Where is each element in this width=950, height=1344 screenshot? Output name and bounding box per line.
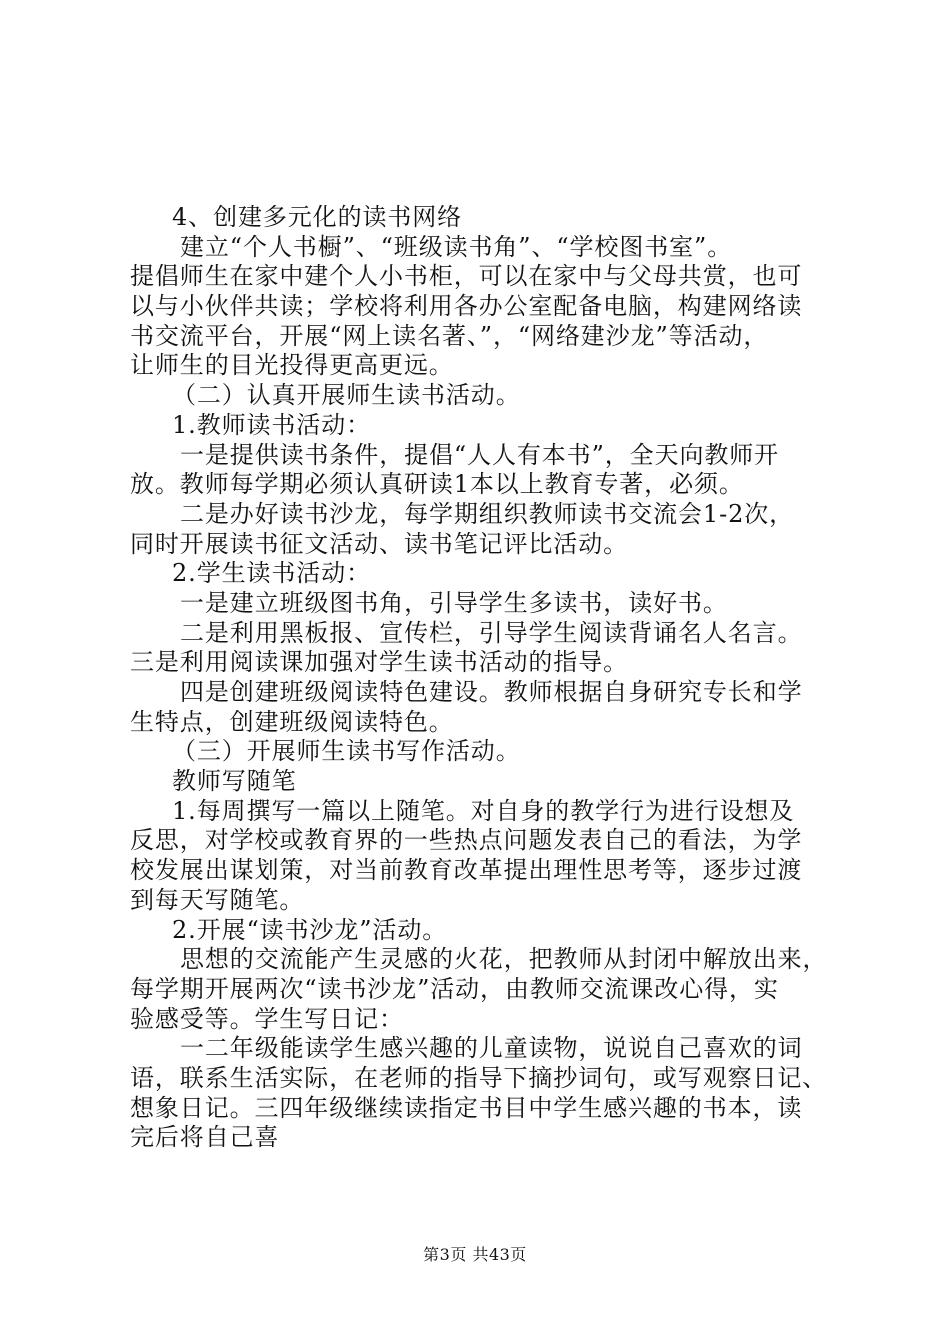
body-line: 建立“个人书橱”、“班级读书角”、“学校图书室”。 [180, 232, 733, 261]
body-line: 一二年级能读学生感兴趣的儿童读物，说说自己喜欢的词 [180, 1034, 803, 1063]
body-line: 提倡师生在家中建个人小书柜，可以在家中与父母共赏，也可 [130, 262, 803, 291]
body-line: 验感受等。学生写日记： [130, 1004, 404, 1033]
body-line: 二是利用黑板报、宣传栏，引导学生阅读背诵名人名言。 [180, 618, 803, 647]
body-line: 想象日记。三四年级继续读指定书目中学生感兴趣的书本，读 [130, 1093, 803, 1122]
body-line: 思想的交流能产生灵感的火花，把教师从封闭中解放出来， [180, 945, 828, 974]
body-line: 校发展出谋划策，对当前教育改革提出理性思考等，逐步过渡 [130, 856, 803, 885]
body-line: 教师写随笔 [172, 767, 297, 796]
body-line: 4、创建多元化的读书网络 [172, 203, 463, 231]
body-line: 四是创建班级阅读特色建设。教师根据自身研究专长和学 [180, 678, 803, 706]
body-line: （三）开展师生读书写作活动。 [172, 737, 521, 766]
body-line: 到每天写随笔。 [130, 885, 305, 914]
page-footer: 第3页 共43页 [423, 1245, 527, 1264]
body-line: 同时开展读书征文活动、读书笔记评比活动。 [130, 529, 628, 558]
body-line: 语，联系生活实际，在老师的指导下摘抄词句，或写观察日记、 [130, 1063, 828, 1092]
body-line: 1.每周撰写一篇以上随笔。对自身的教学行为进行设想及 [172, 796, 795, 825]
body-line: 三是利用阅读课加强对学生读书活动的指导。 [130, 648, 628, 677]
body-line: （二）认真开展师生读书活动。 [172, 381, 521, 410]
body-line: 完后将自己喜 [130, 1123, 280, 1152]
body-line: 放。教师每学期必须认真研读1本以上教育专著，必须。 [130, 470, 744, 499]
body-line: 1.教师读书活动： [172, 410, 371, 439]
body-line: 每学期开展两次“读书沙龙”活动，由教师交流课改心得，实 [130, 974, 779, 1003]
body-line: 书交流平台，开展“网上读名著、”，“网络建沙龙”等活动， [130, 321, 769, 350]
body-line: 以与小伙伴共读；学校将利用各办公室配备电脑，构建网络读 [130, 292, 803, 321]
body-line: 2.学生读书活动： [172, 559, 371, 588]
document-body [130, 203, 830, 1153]
body-line: 生特点，创建班级阅读特色。 [130, 707, 454, 736]
body-line: 让师生的目光投得更高更远。 [130, 351, 454, 380]
body-line: 2.开展“读书沙龙”活动。 [172, 915, 448, 944]
body-line: 一是建立班级图书角，引导学生多读书，读好书。 [180, 588, 728, 617]
body-line: 一是提供读书条件，提倡“人人有本书”，全天向教师开 [180, 440, 780, 469]
body-line: 二是办好读书沙龙，每学期组织教师读书交流会1-2次， [180, 499, 795, 528]
body-line: 反思，对学校或教育界的一些热点问题发表自己的看法，为学 [130, 826, 803, 855]
